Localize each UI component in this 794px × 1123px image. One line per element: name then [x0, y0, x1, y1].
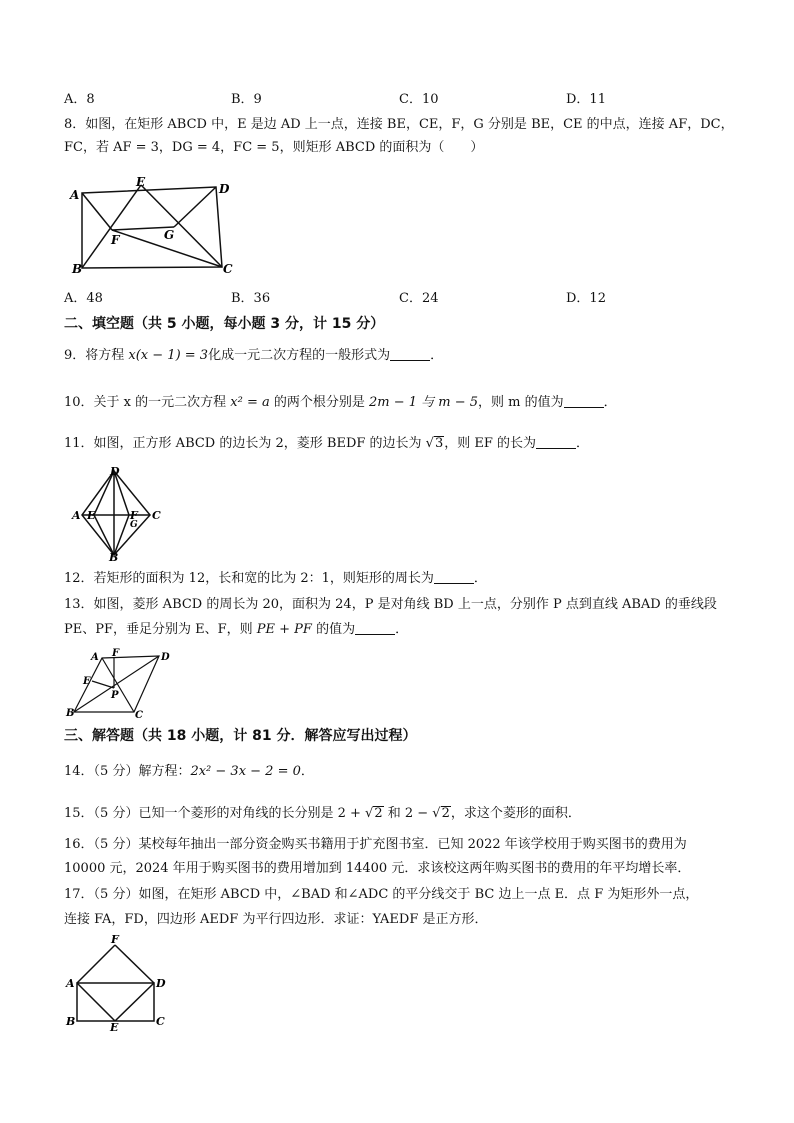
q14-pre: 14．（5 分）解方程：	[64, 764, 191, 779]
q8-option-c: C．24	[399, 291, 439, 306]
q11-label-f: F	[130, 509, 138, 522]
q17-label-d: D	[156, 977, 166, 990]
q13-label-f: F	[112, 648, 120, 659]
q7-option-c: C．10	[399, 92, 439, 107]
q8-label-g: G	[164, 228, 175, 242]
q11-sqrt-value: 3	[434, 436, 444, 451]
section2-title: 二、填空题（共 5 小题，每小题 3 分，计 15 分）	[64, 316, 385, 332]
q17-figure	[64, 933, 174, 1033]
q17-text-line2: 连接 FA，FD，四边形 AEDF 为平行四边形．求证：YAEDF 是正方形．	[64, 912, 488, 927]
q17-text-line1: 17．（5 分）如图，在矩形 ABCD 中，∠BAD 和∠ADC 的平分线交于 BC 边上一点 E．点 F 为矩形外一点，	[64, 887, 699, 902]
q7-option-d: D．11	[566, 92, 606, 107]
q12-answer-blank	[434, 569, 474, 584]
q10-mid: 的两个根分别是	[269, 395, 369, 410]
q9-pre: 9．将方程	[64, 348, 129, 363]
q13-answer-blank	[355, 620, 395, 635]
q9-post: 化成一元二次方程的一般形式为	[208, 348, 391, 363]
q11-text: 11．如图，正方形 ABCD 的边长为 2，菱形 BEDF 的边长为 √3，则 EF 的长为 ．	[64, 436, 590, 451]
q17-label-a: A	[66, 977, 75, 990]
q13-label-c: C	[135, 710, 143, 721]
q13-line2-pre: PE、PF，垂足分别为 E、F，则	[64, 622, 257, 637]
q9-equation: x(x − 1) = 3	[128, 348, 209, 363]
q10-post: ，则 m 的值为	[478, 395, 564, 410]
q8-label-c: C	[223, 262, 233, 276]
q10-roots: 2m − 1 与 m − 5	[369, 395, 479, 410]
q15-post: ，求这个菱形的面积．	[450, 806, 581, 821]
q8-label-f: F	[111, 233, 120, 247]
q17-label-f: F	[111, 933, 119, 946]
q12-text: 12．若矩形的面积为 12，长和宽的比为 2：1，则矩形的周长为 ．	[64, 571, 487, 586]
q17-label-c: C	[156, 1015, 165, 1028]
q13-label-b: B	[66, 708, 75, 719]
q13-figure	[64, 646, 184, 721]
q7-option-b: B．9	[231, 92, 262, 107]
q13-text-line1: 13．如图，菱形 ABCD 的周长为 20，面积为 24，P 是对角线 BD 上一点，分别作 P 点到直线 ABAD 的垂线段	[64, 597, 717, 612]
q16-text-line2: 10000 元，2024 年用于购买图书的费用增加到 14400 元．求该校这两年购买图书的费用的年平均增长率．	[64, 861, 691, 876]
q15-diag1-root: 2	[374, 806, 383, 821]
q14-text	[64, 763, 314, 781]
q13-label-e: E	[83, 676, 91, 687]
q9-answer-blank	[390, 346, 430, 361]
q13-line2-post: 的值为	[311, 622, 356, 637]
q13-label-a: A	[91, 652, 99, 663]
q14-equation: 2x² − 3x − 2 = 0	[190, 764, 301, 779]
q8-text-line2: FC，若 AF = 3，DG = 4，FC = 5，则矩形 ABCD 的面积为（ ）	[64, 140, 484, 155]
q13-label-p: P	[111, 690, 119, 701]
q10-pre: 10．关于 x 的一元二次方程	[64, 395, 231, 410]
q11-label-g: G	[130, 520, 138, 530]
q11-figure	[64, 463, 174, 563]
q8-label-a: A	[70, 188, 80, 202]
q14-post: ．	[300, 764, 314, 779]
q8-option-d: D．12	[566, 291, 606, 306]
q8-text-line1: 8．如图，在矩形 ABCD 中，E 是边 AD 上一点，连接 BE，CE，F，G 分别是 BE，CE 的中点，连接 AF，DC，	[64, 117, 734, 132]
q10-text: 10．关于 x 的一元二次方程 x² = a 的两个根分别是 2m − 1 与 m − 5，则 m 的值为 ．	[64, 395, 617, 410]
section3-title: 三、解答题（共 18 小题，计 81 分．解答应写出过程）	[64, 728, 417, 744]
q10-answer-blank	[564, 393, 604, 408]
q8-option-a: A．48	[64, 291, 103, 306]
q10-equation: x² = a	[230, 395, 270, 410]
q11-label-c: C	[152, 509, 161, 522]
q11-label-b: B	[109, 551, 119, 563]
q11-label-a: A	[72, 509, 81, 522]
q17-rectangle	[77, 983, 154, 1021]
q17-label-e: E	[110, 1021, 119, 1033]
q11-label-d: D	[110, 465, 120, 478]
q13-expression: PE + PF	[256, 622, 312, 637]
q17-label-b: B	[66, 1015, 76, 1028]
q8-label-e: E	[136, 175, 146, 189]
q15-text: 15．（5 分）已知一个菱形的对角线的长分别是 2 + √2 和 2 − √2，求这个菱形的面积．	[64, 806, 581, 821]
q8-option-b: B．36	[231, 291, 271, 306]
q12-body: 12．若矩形的面积为 12，长和宽的比为 2：1，则矩形的周长为	[64, 571, 434, 586]
q11-pre: 11．如图，正方形 ABCD 的边长为 2，菱形 BEDF 的边长为	[64, 436, 426, 451]
q15-diag1-a: 2 +	[337, 806, 366, 821]
q15-diag2-a: 2 −	[404, 806, 433, 821]
q13-label-d: D	[161, 652, 170, 663]
q7-option-a: A．8	[64, 92, 95, 107]
q8-label-b: B	[72, 262, 83, 276]
q15-diag2-root: 2	[441, 806, 450, 821]
q15-pre: 15．（5 分）已知一个菱形的对角线的长分别是	[64, 806, 338, 821]
q8-figure	[64, 175, 244, 280]
q8-label-d: D	[219, 182, 230, 196]
q16-text-line1: 16．（5 分）某校每年抽出一部分资金购买书籍用于扩充图书室．已知 2022 年该学校用于购买图书的费用为	[64, 837, 687, 852]
q11-label-e: E	[87, 509, 96, 522]
q11-answer-blank	[536, 434, 576, 449]
q11-post: ，则 EF 的长为	[444, 436, 537, 451]
q15-and: 和	[383, 806, 405, 821]
q9-text: 9．将方程 x(x − 1) = 3化成一元二次方程的一般形式为 ．	[64, 348, 444, 363]
q13-text-line2: PE、PF，垂足分别为 E、F，则 PE + PF 的值为 ．	[64, 622, 409, 637]
